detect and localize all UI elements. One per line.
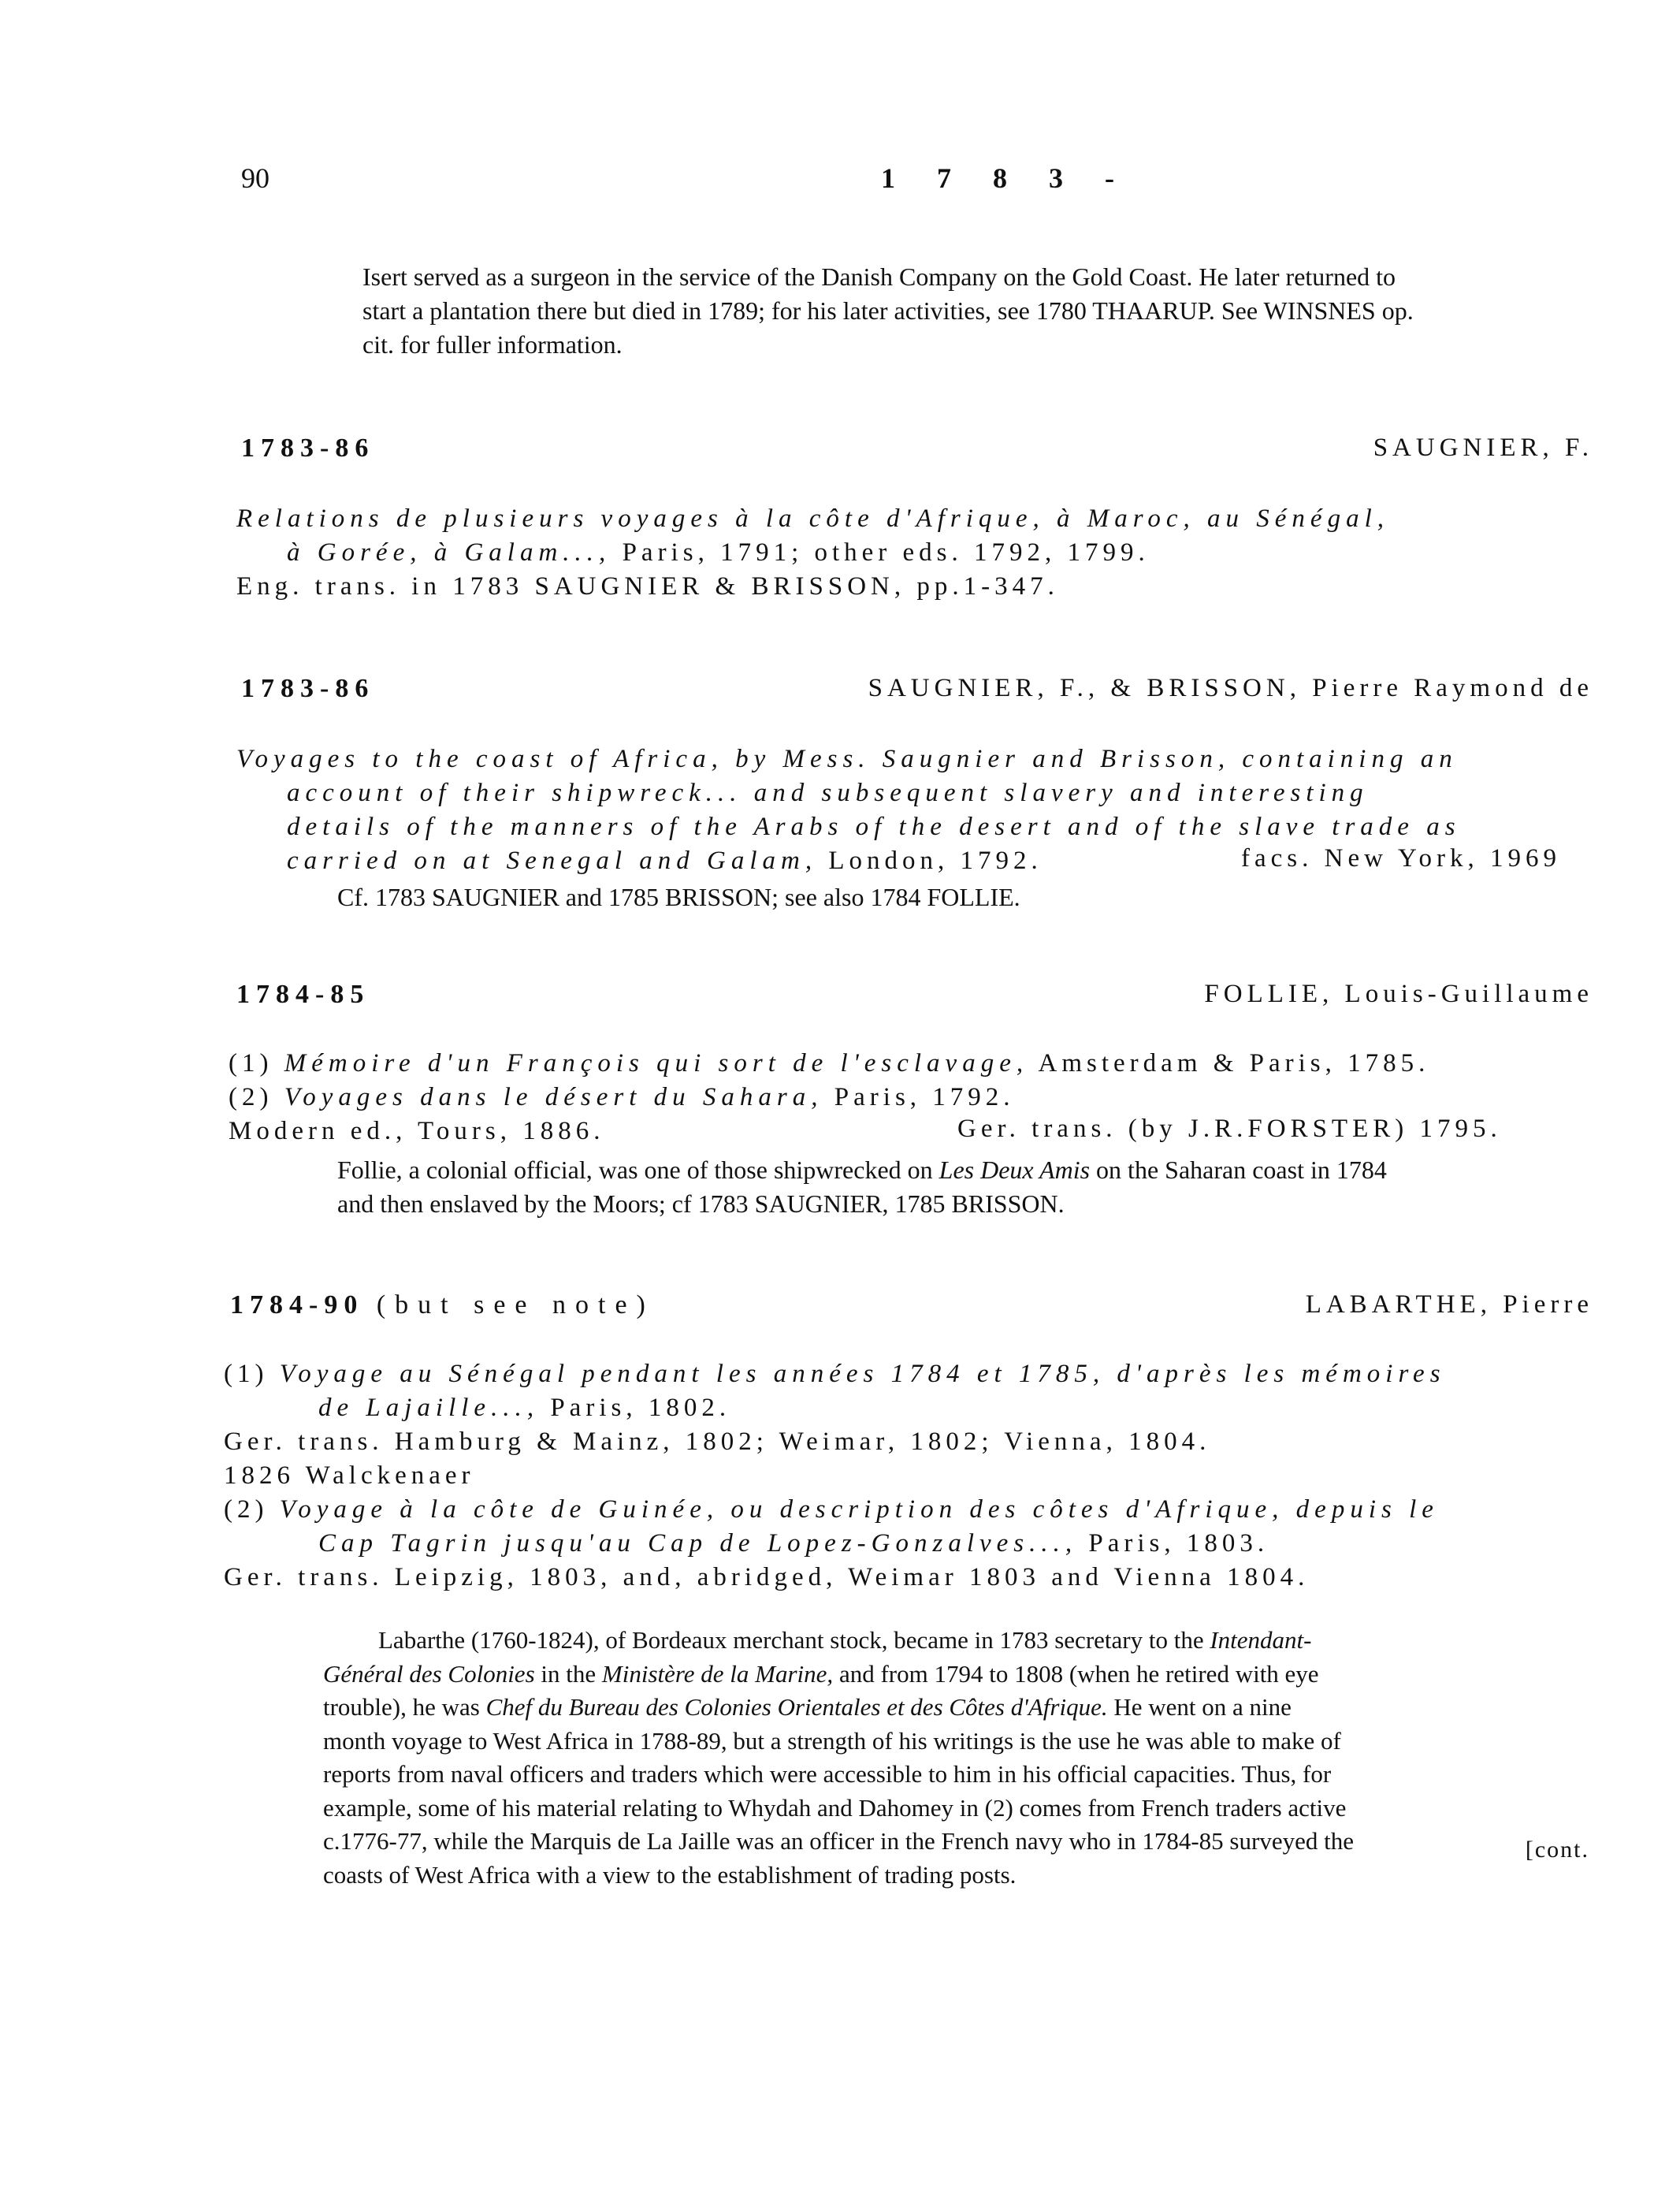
note-italic: Intendant- — [1210, 1626, 1312, 1654]
entry-header — [0, 1290, 1680, 1330]
note-text: reports from naval officers and traders which were accessible to him in his official capacities. Thus, for — [323, 1760, 1332, 1788]
entry-author: SAUGNIER, F., & BRISSON, Pierre Raymond de — [868, 674, 1593, 702]
publication-info: Paris, 1803. — [1077, 1529, 1269, 1558]
entry-header — [0, 434, 1680, 473]
note-text: c.1776-77, while the Marquis de La Jaille was an officer in the French navy who in 1784-85 surveyed the — [323, 1827, 1354, 1855]
note-text: Labarthe (1760-1824), of Bordeaux merchant stock, became in 1783 secretary to the — [378, 1626, 1210, 1654]
item-number: (1) — [224, 1360, 280, 1388]
entry-year-note: (but see note) — [376, 1290, 655, 1319]
note-text: month voyage to West Africa in 1788-89, but a strength of his writings is the use he was able to make of — [323, 1726, 1341, 1755]
note-text: and then enslaved by the Moors; cf 1783 SAUGNIER, 1785 BRISSON. — [337, 1189, 1065, 1218]
note-text: Follie, a colonial official, was one of those shipwrecked on — [337, 1156, 939, 1184]
running-head: 1 7 8 3 - — [881, 162, 1132, 194]
translation-info: Ger. trans. (by J.R.FORSTER) 1795. — [957, 1115, 1502, 1143]
entry-note: Cf. 1783 SAUGNIER and 1785 BRISSON; see also 1784 FOLLIE. — [337, 883, 1020, 911]
publication-info: Amsterdam & Paris, 1785. — [1028, 1049, 1430, 1078]
entry-header — [0, 674, 1680, 713]
entry-year-group — [230, 1290, 655, 1320]
entry-year: 1784-85 — [236, 980, 370, 1009]
work-title: Voyages to the coast of Africa, by Mess. Saugnier and Brisson, containing an — [236, 745, 1458, 773]
work-title: Voyage à la côte de Guinée, ou description des côtes d'Afrique, depuis le — [279, 1495, 1439, 1524]
facsimile-info: facs. New York, 1969 — [1241, 844, 1561, 873]
note-italic: Ministère de la Marine, — [601, 1659, 834, 1688]
item-number: (1) — [229, 1049, 284, 1078]
note-text: trouble), he was — [323, 1693, 486, 1721]
entry-year: 1784-90 — [230, 1290, 364, 1319]
translation-info: Eng. trans. in 1783 SAUGNIER & BRISSON, pp.1-347. — [236, 572, 1059, 601]
work-title: Mémoire d'un François qui sort de l'esclavage, — [284, 1049, 1029, 1078]
note-italic: Chef du Bureau des Colonies Orientales et des Côtes d'Afrique. — [485, 1693, 1108, 1721]
item-number: (2) — [229, 1083, 284, 1111]
entry-bibliography — [224, 1357, 1446, 1595]
publication-info: Paris, 1791; other eds. 1792, 1799. — [611, 538, 1150, 567]
entry-author: SAUGNIER, F. — [1373, 434, 1593, 462]
entry-author: FOLLIE, Louis-Guillaume — [1204, 980, 1593, 1008]
entry-year: 1783-86 — [241, 674, 375, 703]
text-line: start a plantation there but died in 1789; for his later activities, see 1780 THAARUP. See WINSNES op. — [362, 296, 1414, 325]
note-text: example, some of his material relating to Whydah and Dahomey in (2) comes from French traders active — [323, 1793, 1347, 1822]
work-title: Cap Tagrin jusqu'au Cap de Lopez-Gonzalves..., — [318, 1529, 1078, 1558]
item-number: (2) — [224, 1495, 280, 1524]
work-title: Voyage au Sénégal pendant les années 1784 et 1785, d'après les mémoires — [279, 1360, 1446, 1388]
entry-author: LABARTHE, Pierre — [1305, 1290, 1593, 1319]
publication-info: London, 1792. — [817, 847, 1043, 875]
work-title: account of their shipwreck... and subsequent slavery and interesting — [287, 779, 1369, 807]
note-text: He went on a nine — [1107, 1693, 1292, 1721]
text-line: Isert served as a surgeon in the service of the Danish Company on the Gold Coast. He later returned to — [362, 262, 1396, 291]
entry-bibliography — [236, 502, 1389, 604]
work-title: à Gorée, à Galam..., — [287, 538, 611, 567]
work-title: details of the manners of the Arabs of the desert and of the slave trade as — [287, 813, 1461, 841]
work-title: carried on at Senegal and Galam, — [287, 847, 818, 875]
note-text: coasts of West Africa with a view to the establishment of trading posts. — [323, 1860, 1017, 1889]
page-number: 90 — [241, 162, 269, 194]
work-title: Voyages dans le désert du Sahara, — [284, 1083, 823, 1111]
work-title: Relations de plusieurs voyages à la côte d'Afrique, à Maroc, au Sénégal, — [236, 504, 1389, 533]
note-italic: Général des Colonies — [323, 1659, 535, 1688]
translation-info: Ger. trans. Hamburg & Mainz, 1802; Weimar, 1802; Vienna, 1804. — [224, 1427, 1211, 1456]
publication-info: Paris, 1802. — [539, 1394, 731, 1422]
intro-paragraph — [362, 260, 1414, 362]
continued-marker: [cont. — [1525, 1837, 1589, 1863]
note-text: and from 1794 to 1808 (when he retired with eye — [833, 1659, 1319, 1688]
edition-info: 1826 Walckenaer — [224, 1461, 475, 1490]
translation-info: Ger. trans. Leipzig, 1803, and, abridged, Weimar 1803 and Vienna 1804. — [224, 1563, 1310, 1591]
entry-header — [0, 980, 1680, 1019]
entry-year: 1783-86 — [241, 434, 375, 463]
labarthe-note — [323, 1624, 1354, 1892]
entry-note — [337, 1153, 1387, 1221]
note-text: in the — [534, 1659, 602, 1688]
note-text: on the Saharan coast in 1784 — [1090, 1156, 1387, 1184]
ship-name: Les Deux Amis — [938, 1156, 1091, 1184]
publication-info: Paris, 1792. — [823, 1083, 1015, 1111]
modern-edition: Modern ed., Tours, 1886. — [229, 1117, 605, 1145]
text-line: cit. for fuller information. — [362, 330, 623, 359]
work-title: de Lajaille..., — [318, 1394, 540, 1422]
